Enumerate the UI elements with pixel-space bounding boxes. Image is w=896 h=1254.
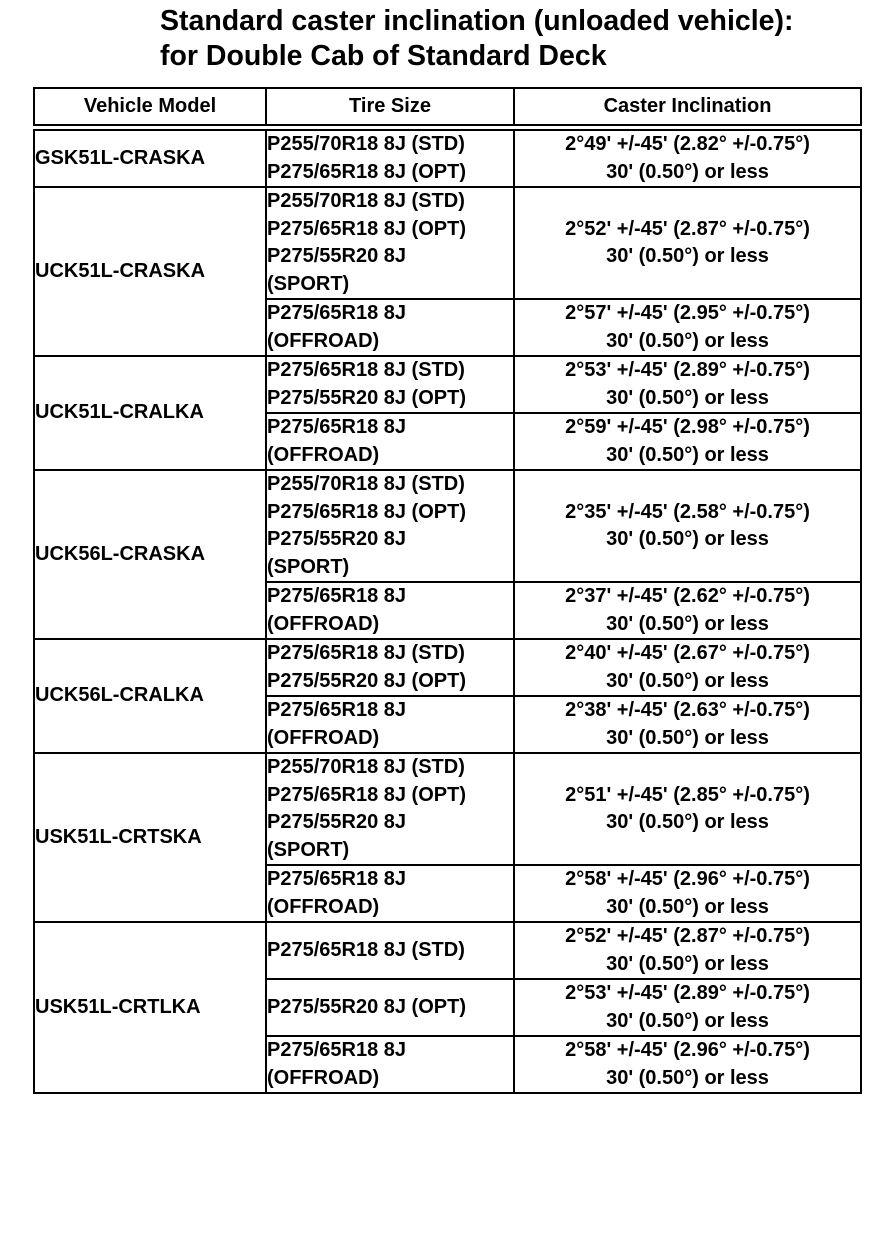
tire-size-line: P275/65R18 8J (OPT) [267,783,466,806]
tire-size-cell [266,187,514,299]
tire-size-line: (OFFROAD) [267,726,380,749]
caster-value-line: 2°53' +/-45' (2.89° +/-0.75°) [565,982,810,1004]
caster-inclination-table [33,87,862,1094]
caster-value-line: 2°52' +/-45' (2.87° +/-0.75°) [565,925,810,947]
tire-size-line: P275/65R18 8J [267,416,407,438]
caster-value-line: 2°49' +/-45' (2.82° +/-0.75°) [565,133,810,155]
vehicle-model-cell: UCK51L-CRASKA [34,187,266,356]
title-line-2: for Double Cab of Standard Deck [160,40,607,72]
tire-size-line: P275/65R18 8J [267,302,407,324]
caster-inclination-cell [514,979,861,1036]
tire-size-line: (OFFROAD) [267,443,380,466]
vehicle-model-cell: GSK51L-CRASKA [34,130,266,187]
tire-size-cell [266,356,514,413]
caster-inclination-cell [514,1036,861,1093]
tire-size-line: (OFFROAD) [267,329,380,352]
tire-size-line: P275/65R18 8J [267,585,407,607]
tire-size-line: P275/65R18 8J [267,868,407,890]
tire-size-cell [266,130,514,187]
caster-value-line: 30' (0.50°) or less [606,669,769,692]
tire-size-cell [266,753,514,865]
tire-size-line: P275/65R18 8J (STD) [267,938,465,961]
tire-size-line: P275/65R18 8J [267,699,407,721]
tire-size-cell [266,1036,514,1093]
tire-size-line: (SPORT) [267,272,350,295]
tire-size-cell [266,979,514,1036]
table-body [34,125,861,1093]
caster-inclination-cell [514,696,861,753]
tire-size-line: (OFFROAD) [267,612,380,635]
tire-size-line: P275/65R18 8J (STD) [267,642,465,664]
table-row [34,470,861,582]
caster-value-line: 30' (0.50°) or less [606,895,769,918]
tire-size-cell [266,582,514,639]
tire-size-line: (OFFROAD) [267,895,380,918]
caster-value-line: 2°38' +/-45' (2.63° +/-0.75°) [565,699,810,721]
caster-value-line: 30' (0.50°) or less [606,952,769,975]
table-row [34,639,861,696]
tire-size-cell [266,639,514,696]
caster-value-line: 30' (0.50°) or less [606,726,769,749]
tire-size-line: P275/65R18 8J (OPT) [267,500,466,523]
table-row [34,187,861,299]
tire-size-cell [266,413,514,470]
caster-value-line: 30' (0.50°) or less [606,811,769,833]
vehicle-model-cell: UCK56L-CRASKA [34,470,266,639]
title-line-1: Standard caster inclination (unloaded vehicle): [160,5,794,37]
caster-value-line: 30' (0.50°) or less [606,245,769,267]
caster-inclination-cell [514,130,861,187]
caster-value-line: 30' (0.50°) or less [606,612,769,635]
caster-inclination-cell [514,639,861,696]
caster-value-line: 30' (0.50°) or less [606,443,769,466]
tire-size-line: P255/70R18 8J (STD) [267,190,465,212]
tire-size-cell [266,470,514,582]
caster-value-line: 2°59' +/-45' (2.98° +/-0.75°) [565,416,810,438]
caster-value-line: 2°51' +/-45' (2.85° +/-0.75°) [565,783,810,806]
table-header-row [34,88,861,125]
caster-inclination-cell [514,413,861,470]
tire-size-line: P255/70R18 8J (STD) [267,133,465,155]
caster-value-line: 2°37' +/-45' (2.62° +/-0.75°) [565,585,810,607]
caster-value-line: 2°58' +/-45' (2.96° +/-0.75°) [565,1039,810,1061]
tire-size-line: P275/55R20 8J (OPT) [267,386,466,409]
vehicle-model-cell: UCK51L-CRALKA [34,356,266,470]
tire-size-line: P275/55R20 8J [267,528,407,550]
caster-value-line: 30' (0.50°) or less [606,528,769,550]
vehicle-model-cell: USK51L-CRTSKA [34,753,266,922]
caster-inclination-cell [514,356,861,413]
table-row [34,922,861,979]
tire-size-cell [266,865,514,922]
caster-value-line: 30' (0.50°) or less [606,1009,769,1032]
header-caster-inclination: Caster Inclination [514,88,861,125]
caster-value-line: 2°58' +/-45' (2.96° +/-0.75°) [565,868,810,890]
tire-size-line: P275/65R18 8J (STD) [267,359,465,381]
table-row [34,753,861,865]
caster-inclination-cell [514,187,861,299]
caster-inclination-cell [514,299,861,356]
tire-size-cell [266,299,514,356]
caster-value-line: 2°57' +/-45' (2.95° +/-0.75°) [565,302,810,324]
tire-size-line: P275/55R20 8J [267,245,407,267]
tire-size-line: P275/65R18 8J (OPT) [267,217,466,240]
tire-size-line: P255/70R18 8J (STD) [267,473,465,495]
tire-size-cell [266,922,514,979]
tire-size-cell [266,696,514,753]
caster-inclination-cell [514,865,861,922]
table-row [34,130,861,187]
tire-size-line: (SPORT) [267,838,350,861]
caster-value-line: 2°40' +/-45' (2.67° +/-0.75°) [565,642,810,664]
table-row [34,356,861,413]
tire-size-line: P275/55R20 8J (OPT) [267,995,466,1018]
tire-size-line: (OFFROAD) [267,1066,380,1089]
caster-value-line: 2°35' +/-45' (2.58° +/-0.75°) [565,500,810,523]
caster-value-line: 2°52' +/-45' (2.87° +/-0.75°) [565,217,810,240]
caster-inclination-cell [514,582,861,639]
header-tire-size: Tire Size [266,88,514,125]
tire-size-line: P255/70R18 8J (STD) [267,756,465,778]
tire-size-line: (SPORT) [267,555,350,578]
caster-inclination-cell [514,470,861,582]
tire-size-line: P275/55R20 8J (OPT) [267,669,466,692]
vehicle-model-cell: USK51L-CRTLKA [34,922,266,1093]
caster-inclination-cell [514,922,861,979]
vehicle-model-cell: UCK56L-CRALKA [34,639,266,753]
tire-size-line: P275/65R18 8J [267,1039,407,1061]
header-vehicle-model: Vehicle Model [34,88,266,125]
caster-value-line: 30' (0.50°) or less [606,160,769,183]
page-title [160,4,880,74]
caster-value-line: 30' (0.50°) or less [606,386,769,409]
tire-size-line: P275/55R20 8J [267,811,407,833]
tire-size-line: P275/65R18 8J (OPT) [267,160,466,183]
caster-inclination-cell [514,753,861,865]
caster-value-line: 30' (0.50°) or less [606,1066,769,1089]
caster-value-line: 30' (0.50°) or less [606,329,769,352]
caster-value-line: 2°53' +/-45' (2.89° +/-0.75°) [565,359,810,381]
